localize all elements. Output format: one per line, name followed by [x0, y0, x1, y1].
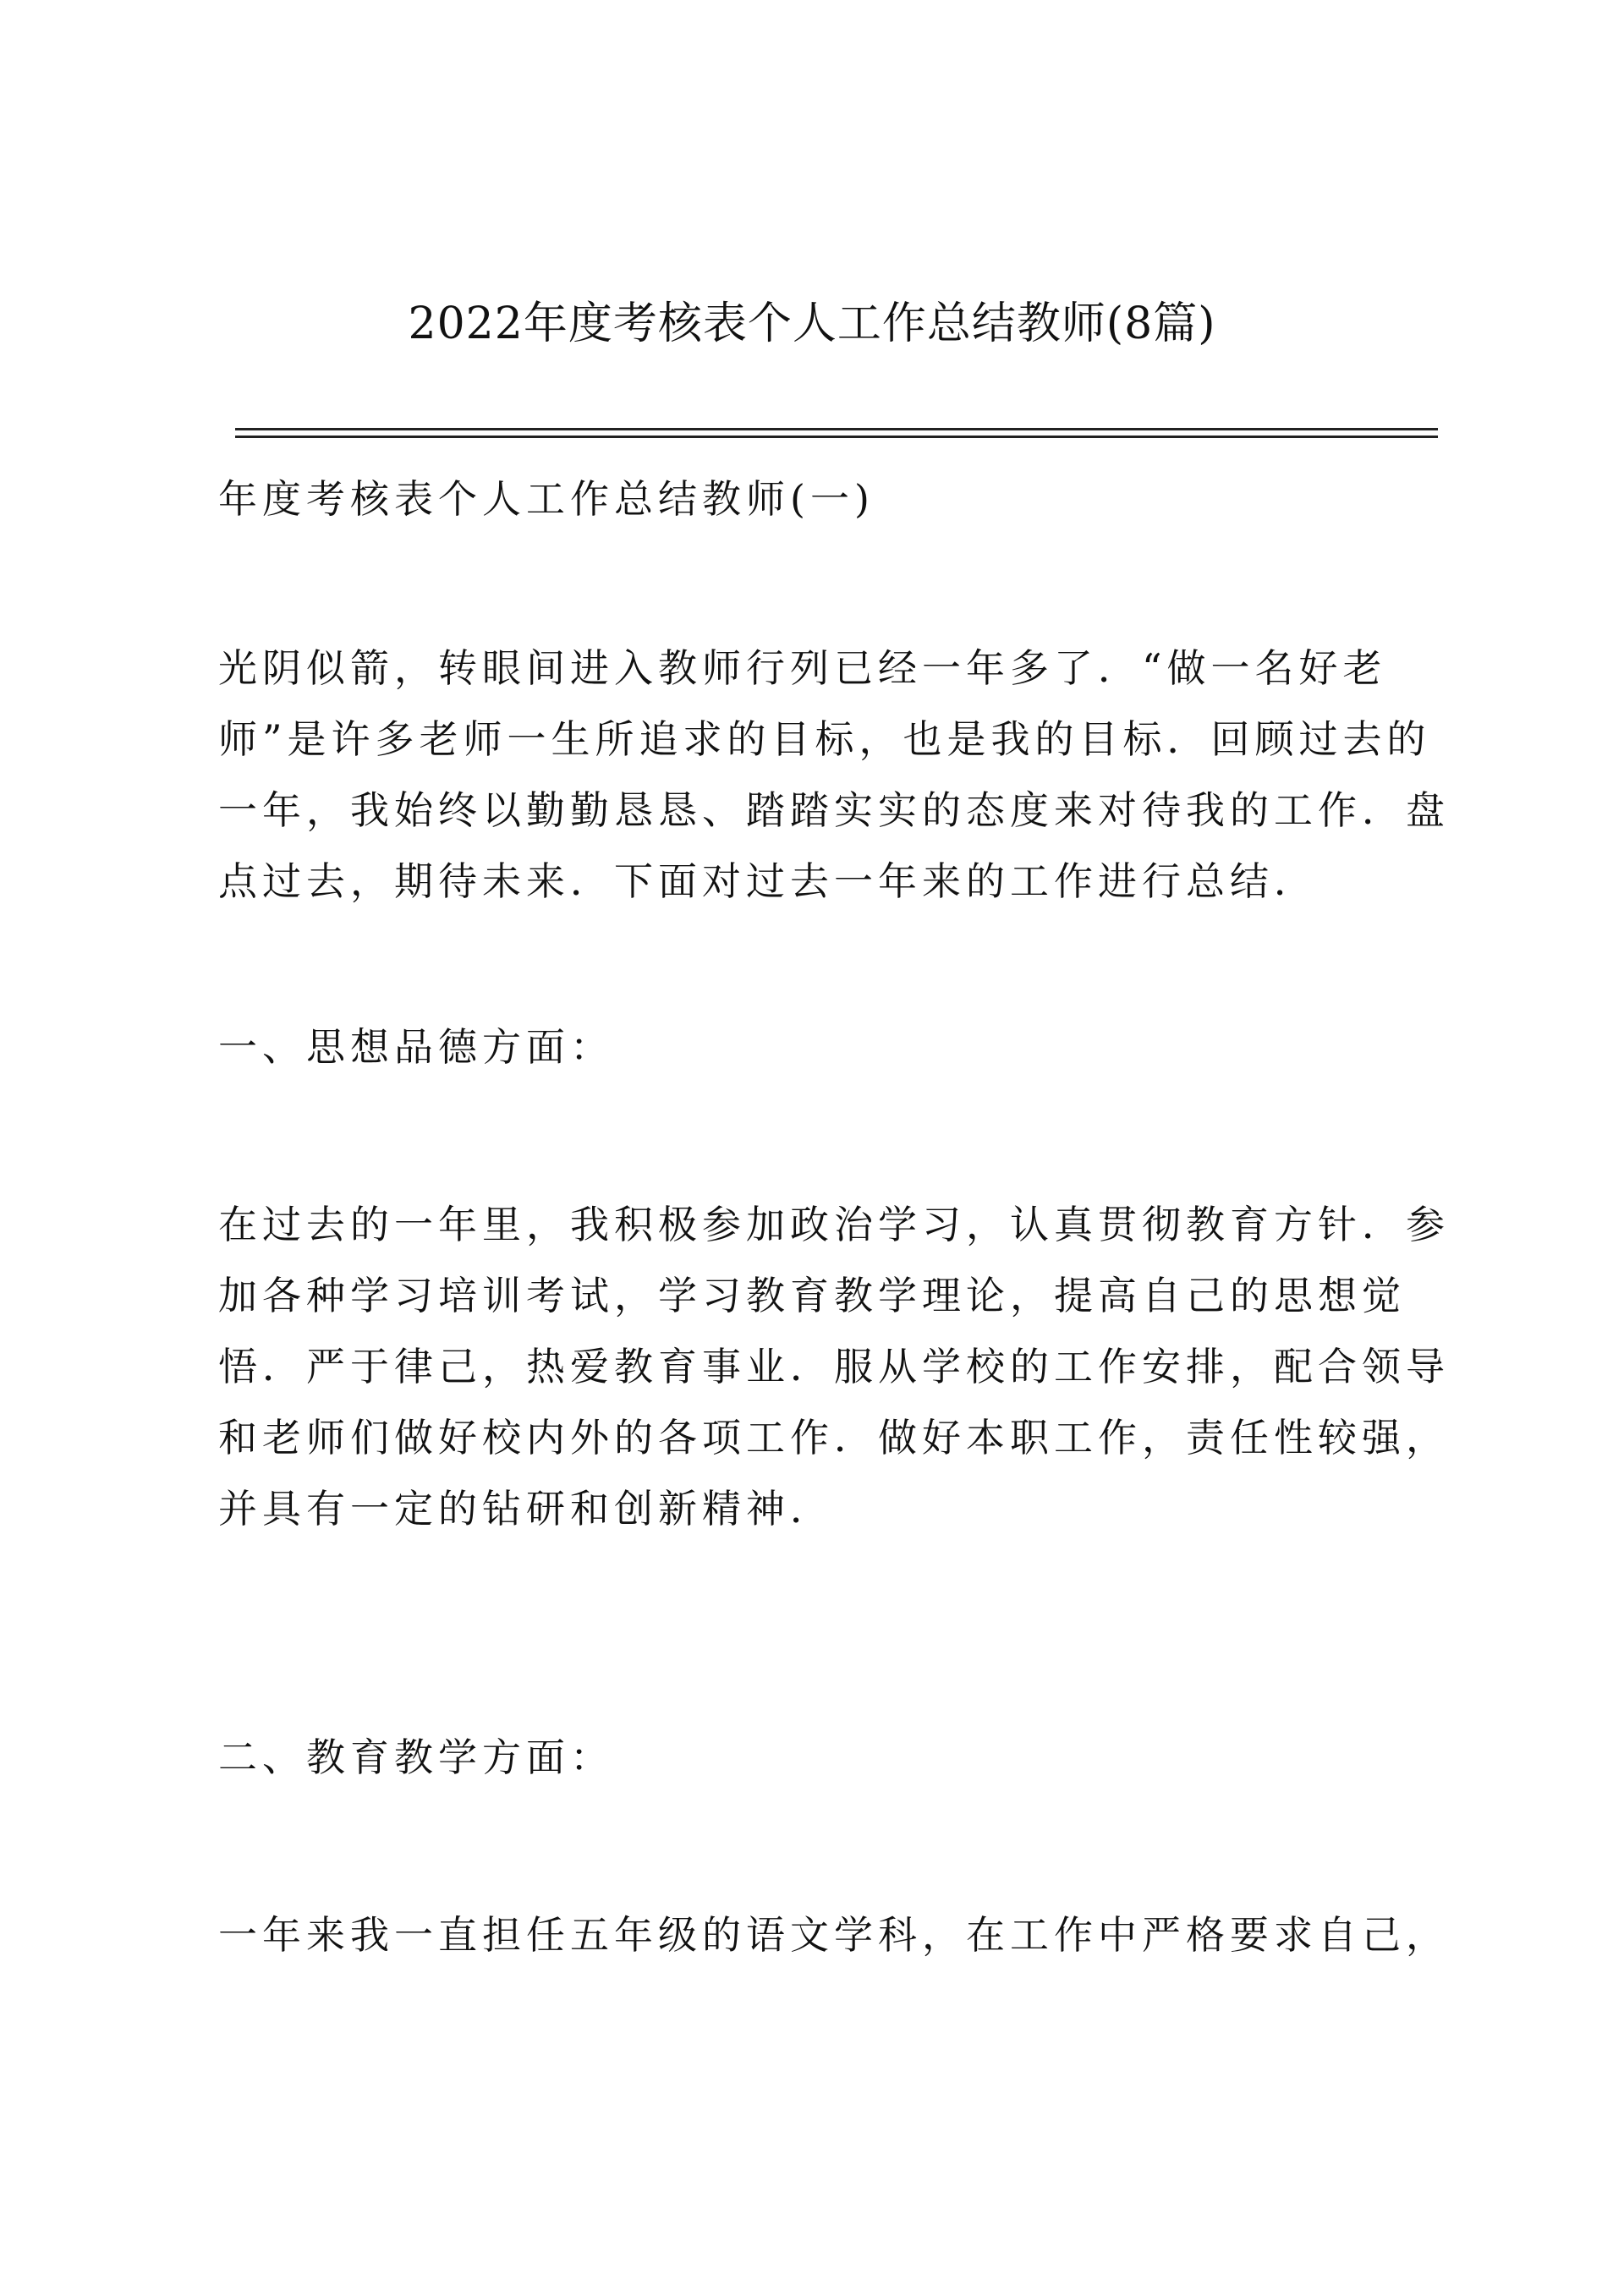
section-subtitle [218, 463, 1436, 534]
paragraph-line: 光阴似箭，转眼间进入教师行列已经一年多了．“做一名好老 [218, 645, 1387, 691]
paragraph-line: 师”是许多老师一生所追求的目标，也是我的目标．回顾过去的 [218, 716, 1431, 762]
paragraph-intro [218, 633, 1450, 917]
document-title: 2022年度考核表个人工作总结教师(8篇) [408, 299, 1216, 349]
paragraph-line: 在过去的一年里，我积极参加政治学习，认真贯彻教育方针．参 [218, 1202, 1450, 1247]
subtitle-text: 年度考核表个人工作总结教师(一) [218, 476, 875, 522]
paragraph-ideology [218, 1189, 1450, 1544]
heading-ideology [218, 1011, 1436, 1082]
heading-text: 一、思想品德方面： [218, 1024, 614, 1070]
paragraph-line: 一年，我始终以勤勤恳恳、踏踏实实的态度来对待我的工作．盘 [218, 787, 1450, 833]
title-divider-top [235, 428, 1438, 430]
paragraph-teaching [218, 1899, 1450, 1970]
paragraph-line: 点过去，期待未来．下面对过去一年来的工作进行总结． [218, 858, 1318, 904]
title-divider-bottom [235, 436, 1438, 438]
paragraph-line: 加各种学习培训考试，学习教育教学理论，提高自己的思想觉 [218, 1273, 1406, 1318]
paragraph-line: 并具有一定的钻研和创新精神． [218, 1486, 834, 1532]
paragraph-line: 和老师们做好校内外的各项工作．做好本职工作，责任性较强， [218, 1415, 1450, 1460]
heading-teaching [218, 1722, 1436, 1793]
paragraph-line: 一年来我一直担任五年级的语文学科，在工作中严格要求自己， [218, 1912, 1450, 1958]
paragraph-line: 悟．严于律己，热爱教育事业．服从学校的工作安排，配合领导 [218, 1344, 1450, 1389]
heading-text: 二、教育教学方面： [218, 1734, 614, 1780]
